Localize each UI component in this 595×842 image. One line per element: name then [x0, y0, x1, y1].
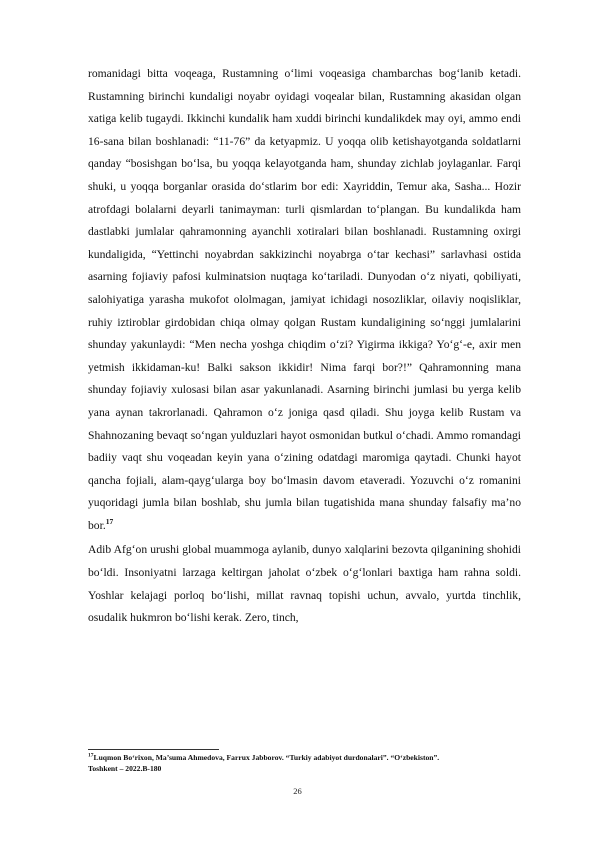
- paragraph-2-text: Adib Afg‘on urushi global muammoga aylanib, dunyo xalqlarini bezovta qilganining shohidi bo‘ldi. Insoniyatni larzaga keltirgan jaholat o‘zbek o‘g‘lonlari baxtiga ham rahna soldi. Yoshlar kelajagi porloq bo‘lishi, millat ravnaq topishi uchun, avvalo, yurtda tinchlik, osudalik hukmron bo‘lishi kerak. Zero, tinch,: [88, 543, 521, 625]
- footnote-number: 17: [88, 752, 94, 759]
- page-number: 26: [293, 786, 302, 796]
- footnote-citation: Luqmon Bo‘rixon, Ma’suma Ahmedova, Farrux Jabborov. “Turkiy adabiyot durdonalari”. “O‘zbekiston”.: [93, 753, 440, 762]
- paragraph-2: [88, 539, 521, 629]
- footnote-reference: 17: [105, 517, 114, 527]
- footnote-line-2: Toshkent – 2022.B-180: [88, 764, 162, 773]
- paragraph-1: [88, 63, 521, 537]
- body-text: [88, 63, 521, 630]
- paragraph-1-text: romanidagi bitta voqeaga, Rustamning o‘limi voqeasiga chambarchas bog‘lanib ketadi. Rustamning birinchi kundaligi noyabr oyidagi voqealar bilan, Rustamning akasidan olgan xatiga kelib tugaydi. Ikkinchi kundalik ham xuddi birinchi kundalikdek may oyi, ammo endi 16-sana bilan boshlanadi: “11-76” da ketyapmiz. U yoqqa olib ketishayotganda soldatlarni qanday “bosishgan bo‘lsa, bu yoqqa kelayotganda ham, shunday zichlab joylaganlar. Farqi shuki, u yoqqa borganlar orasida do‘stlarim bor edi: Xayriddin, Temur aka, Sasha... Hozir atrofdagi bolalarni deyarli tanimayman: turli qismlardan to‘plangan. Bu kundalikda ham dastlabki jumlalar qahramonning ayanchli xotiralari bilan boshlanadi. Rustamning oxirgi kundaligida, “Yettinchi noyabrdan sakkizinchi noyabrga o‘tar kechasi” sarlavhasi ostida asarning fojiaviy pafosi kulminatsion nuqtaga ko‘tariladi. Dunyodan o‘z niyati, qobiliyati, salohiyatiga yarasha mukofot ololmagan, jamiyat ichidagi nosozliklar, oilaviy noqisliklar, ruhiy iztiroblar girdobidan chiqa olmay qolgan Rustam kundaligining so‘nggi jumlalarini shunday yakunlaydi: “Men necha yoshga chiqdim o‘zi? Yigirma ikkiga? Yo‘g‘-e, axir men yetmish ikkidaman-ku! Balki sakson ikkidir! Nima farqi bor?!” Qahramonning mana shunday fojiaviy xulosasi bilan asar yakunlanadi. Asarning birinchi jumlasi bu yerga kelib yana aynan takrorlanadi. Qahramon o‘z joniga qasd qiladi. Shu joyga kelib Rustam va Shahnozaning bevaqt so‘ngan yulduzlari hayot osmonidan butkul o‘chadi. Ammo romandagi badiiy vaqt shu voqeadan keyin yana o‘zining odatdagi maromiga qaytadi. Chunki hayot qancha fojiali, alam-qayg‘ularga boy bo‘lmasin davom etaveradi. Yozuvchi o‘z romanini yuqoridagi jumla bilan boshlab, shu jumla bilan tugatishida mana shunday falsafiy ma’no bor.: [88, 67, 521, 532]
- footnote-line-1: [88, 752, 528, 763]
- footnote: [88, 752, 528, 774]
- footnote-divider: [88, 749, 219, 750]
